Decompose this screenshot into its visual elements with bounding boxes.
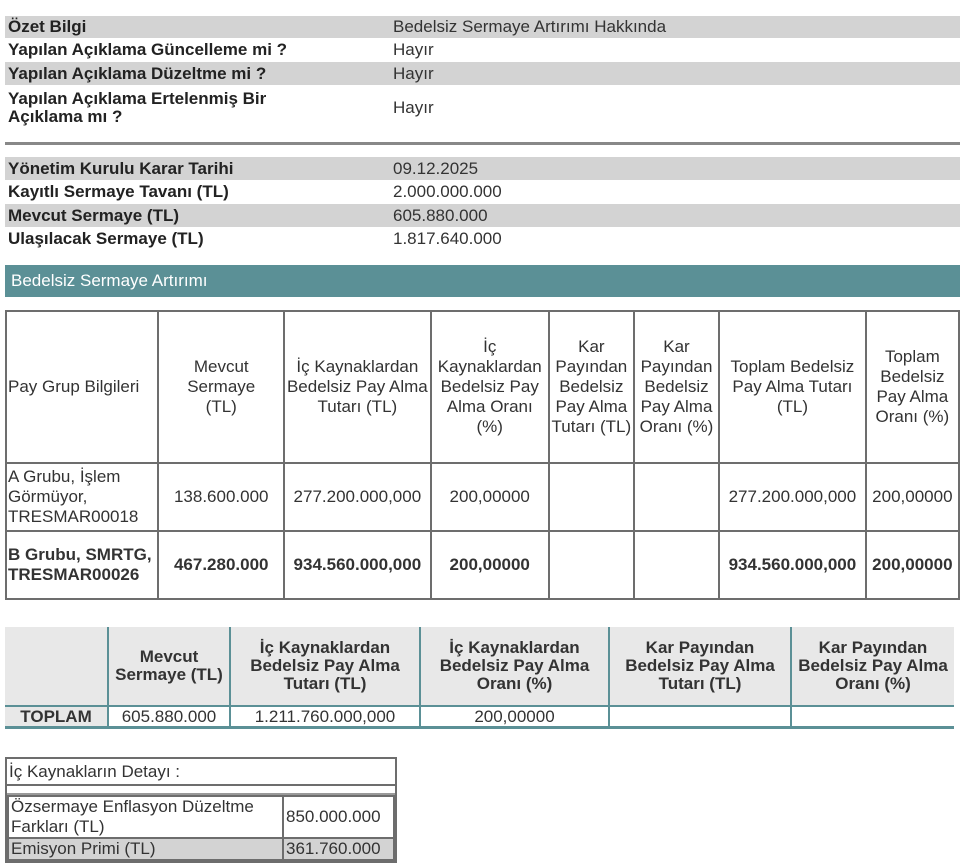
capital-label: Kayıtlı Sermaye Tavanı (TL) (8, 182, 229, 201)
table-header-row (6, 311, 959, 463)
capital-value: 1.817.640.000 (393, 229, 502, 248)
divider (7, 786, 395, 795)
table-row (6, 463, 959, 531)
totals-header-row (5, 627, 954, 706)
capital-label: Mevcut Sermaye (TL) (8, 205, 179, 225)
summary-label: Yapılan Açıklama Düzeltme mi ? (8, 63, 267, 83)
col-header: İç Kaynaklardan Bedelsiz Pay Alma Tutarı (TL) (230, 627, 420, 706)
summary-value: Bedelsiz Sermaye Artırımı Hakkında (393, 17, 667, 36)
cell-current-capital: 138.600.000 (158, 463, 284, 531)
col-header: Kar Payından Bedelsiz Pay Alma Oranı (%) (791, 627, 954, 706)
cell-internal-amount: 1.211.760.000,000 (230, 706, 420, 728)
table-row (8, 796, 394, 838)
summary-row (5, 16, 960, 38)
source-label: Emisyon Primi (TL) (8, 838, 283, 860)
internal-sources-title: İç Kaynakların Detayı : (7, 759, 395, 786)
cell-total-rate: 200,00000 (866, 463, 959, 531)
source-value: 850.000.000 (283, 796, 394, 838)
cell-group: A Grubu, İşlem Görmüyor, TRESMAR00018 (6, 463, 158, 531)
totals-label: TOPLAM (5, 706, 108, 728)
capital-value: 09.12.2025 (393, 158, 479, 178)
cell-internal-rate: 200,00000 (431, 531, 549, 599)
col-header: Pay Grup Bilgileri (6, 311, 158, 463)
summary-label: Yapılan Açıklama Ertelenmiş Bir Açıklama mı ? (8, 89, 267, 126)
col-header: Mevcut Sermaye (TL) (158, 311, 284, 463)
col-header: Toplam Bedelsiz Pay Alma Tutarı (TL) (719, 311, 866, 463)
source-label: Özsermaye Enflasyon Düzeltme Farkları (TL) (8, 796, 283, 838)
section-divider (5, 142, 960, 145)
summary-label: Yapılan Açıklama Güncelleme mi ? (8, 40, 288, 59)
internal-sources-table (7, 795, 395, 861)
cell-internal-amount: 277.200.000,000 (284, 463, 431, 531)
cell-total-amount: 934.560.000,000 (719, 531, 866, 599)
summary-value: Hayır (393, 40, 434, 59)
capital-block (5, 157, 960, 251)
cell-group: B Grubu, SMRTG, TRESMAR00026 (6, 531, 158, 599)
col-header: İç Kaynaklardan Bedelsiz Pay Alma Oranı (%) (431, 311, 549, 463)
cell-dividend-amount (549, 531, 634, 599)
cell-dividend-rate (634, 463, 719, 531)
cell-internal-rate: 200,00000 (420, 706, 609, 728)
col-header: Mevcut Sermaye (TL) (108, 627, 230, 706)
cell-current-capital: 605.880.000 (108, 706, 230, 728)
capital-value: 605.880.000 (393, 205, 488, 225)
col-header: Kar Payından Bedelsiz Pay Alma Oranı (%) (634, 311, 719, 463)
internal-sources-panel (5, 757, 397, 863)
summary-row (5, 62, 960, 85)
cell-total-amount: 277.200.000,000 (719, 463, 866, 531)
summary-label: Özet Bilgi (8, 17, 87, 36)
summary-row (5, 85, 960, 131)
col-header (5, 627, 108, 706)
capital-row (5, 180, 960, 204)
col-header: Toplam Bedelsiz Pay Alma Oranı (%) (866, 311, 959, 463)
col-header: İç Kaynaklardan Bedelsiz Pay Alma Tutarı (TL) (284, 311, 431, 463)
col-header: Kar Payından Bedelsiz Pay Alma Tutarı (TL) (609, 627, 791, 706)
cell-dividend-amount (609, 706, 791, 728)
capital-row (5, 204, 960, 227)
summary-value: Hayır (393, 63, 434, 83)
col-header: Kar Payından Bedelsiz Pay Alma Tutarı (TL) (549, 311, 634, 463)
cell-internal-amount: 934.560.000,000 (284, 531, 431, 599)
cell-total-rate: 200,00000 (866, 531, 959, 599)
summary-block (5, 16, 960, 131)
cell-dividend-amount (549, 463, 634, 531)
table-row (8, 838, 394, 860)
cell-internal-rate: 200,00000 (431, 463, 549, 531)
col-header: İç Kaynaklardan Bedelsiz Pay Alma Oranı (%) (420, 627, 609, 706)
capital-value: 2.000.000.000 (393, 182, 502, 201)
cell-current-capital: 467.280.000 (158, 531, 284, 599)
capital-row (5, 227, 960, 251)
totals-table (5, 627, 954, 729)
summary-row (5, 38, 960, 62)
section-header: Bedelsiz Sermaye Artırımı (5, 265, 960, 297)
source-value: 361.760.000 (283, 838, 394, 860)
capital-label: Yönetim Kurulu Karar Tarihi (8, 158, 234, 178)
cell-dividend-rate (791, 706, 954, 728)
summary-value: Hayır (393, 98, 434, 117)
capital-row (5, 157, 960, 180)
table-row (6, 531, 959, 599)
pay-group-table (5, 310, 960, 600)
capital-label: Ulaşılacak Sermaye (TL) (8, 229, 204, 248)
cell-dividend-rate (634, 531, 719, 599)
totals-row (5, 706, 954, 728)
